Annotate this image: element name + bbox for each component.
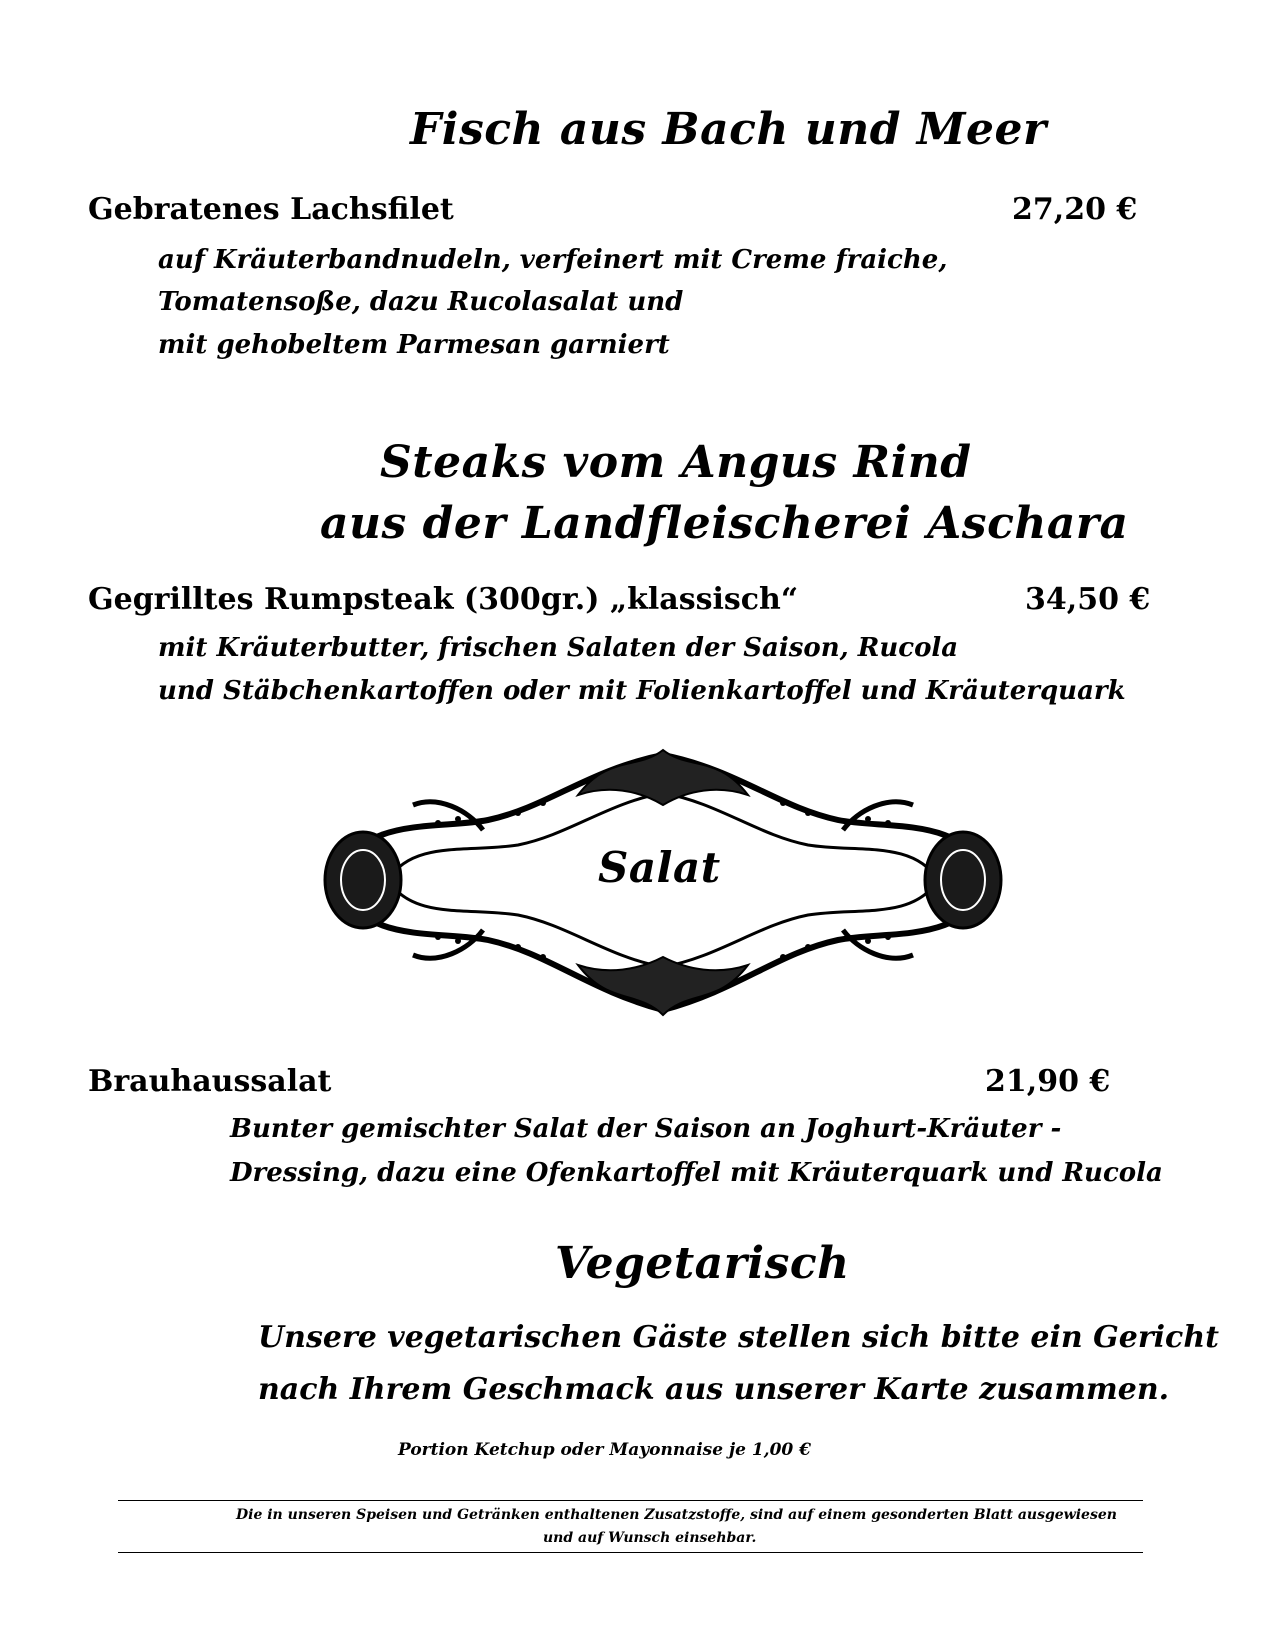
brauhaussalat-title: Brauhaussalat: [88, 1064, 332, 1099]
extras-note: Portion Ketchup oder Mayonnaise je 1,00 €: [398, 1440, 811, 1460]
vegetarian-heading: Vegetarisch: [555, 1238, 850, 1289]
footer-top-rule: [118, 1500, 1143, 1501]
brauhaussalat-desc-line-2: Dressing, dazu eine Ofenkartoffel mit Kräuterquark und Rucola: [230, 1158, 1163, 1188]
frame-right-medallion: [925, 832, 1001, 928]
footer-bottom-rule: [118, 1552, 1143, 1553]
footer-line-1: Die in unseren Speisen und Getränken enthaltenen Zusatzstoffe, sind auf einem gesonderten Blatt ausgewiesen: [236, 1507, 1117, 1523]
fish-heading: Fisch aus Bach und Meer: [410, 104, 1047, 155]
rumpsteak-desc-line-1: mit Kräuterbutter, frischen Salaten der Saison, Rucola: [158, 633, 959, 663]
salmon-price: 27,20 €: [1012, 192, 1138, 227]
rumpsteak-desc-line-2: und Stäbchenkartoffen oder mit Folienkartoffel und Kräuterquark: [158, 676, 1126, 706]
frame-left-medallion: [325, 832, 401, 928]
vegetarian-text-line-1: Unsere vegetarischen Gäste stellen sich bitte ein Gericht: [258, 1320, 1219, 1355]
brauhaussalat-price: 21,90 €: [985, 1064, 1111, 1099]
footer-line-2: und auf Wunsch einsehbar.: [543, 1530, 757, 1546]
salmon-title: Gebratenes Lachsfilet: [88, 192, 454, 227]
rumpsteak-title: Gegrilltes Rumpsteak (300gr.) „klassisch“: [88, 582, 799, 617]
steak-heading-line-1: Steaks vom Angus Rind: [380, 437, 972, 488]
salmon-desc-line-1: auf Kräuterbandnudeln, verfeinert mit Creme fraiche,: [158, 245, 948, 275]
salad-heading: Salat: [598, 843, 721, 892]
vegetarian-text-line-2: nach Ihrem Geschmack aus unserer Karte zusammen.: [258, 1372, 1170, 1407]
brauhaussalat-desc-line-1: Bunter gemischter Salat der Saison an Joghurt-Kräuter -: [230, 1114, 1062, 1144]
rumpsteak-price: 34,50 €: [1025, 582, 1151, 617]
salmon-desc-line-2: Tomatensoße, dazu Rucolasalat und: [158, 287, 684, 317]
salmon-desc-line-3: mit gehobeltem Parmesan garniert: [158, 330, 670, 360]
steak-heading-line-2: aus der Landfleischerei Aschara: [320, 498, 1129, 549]
